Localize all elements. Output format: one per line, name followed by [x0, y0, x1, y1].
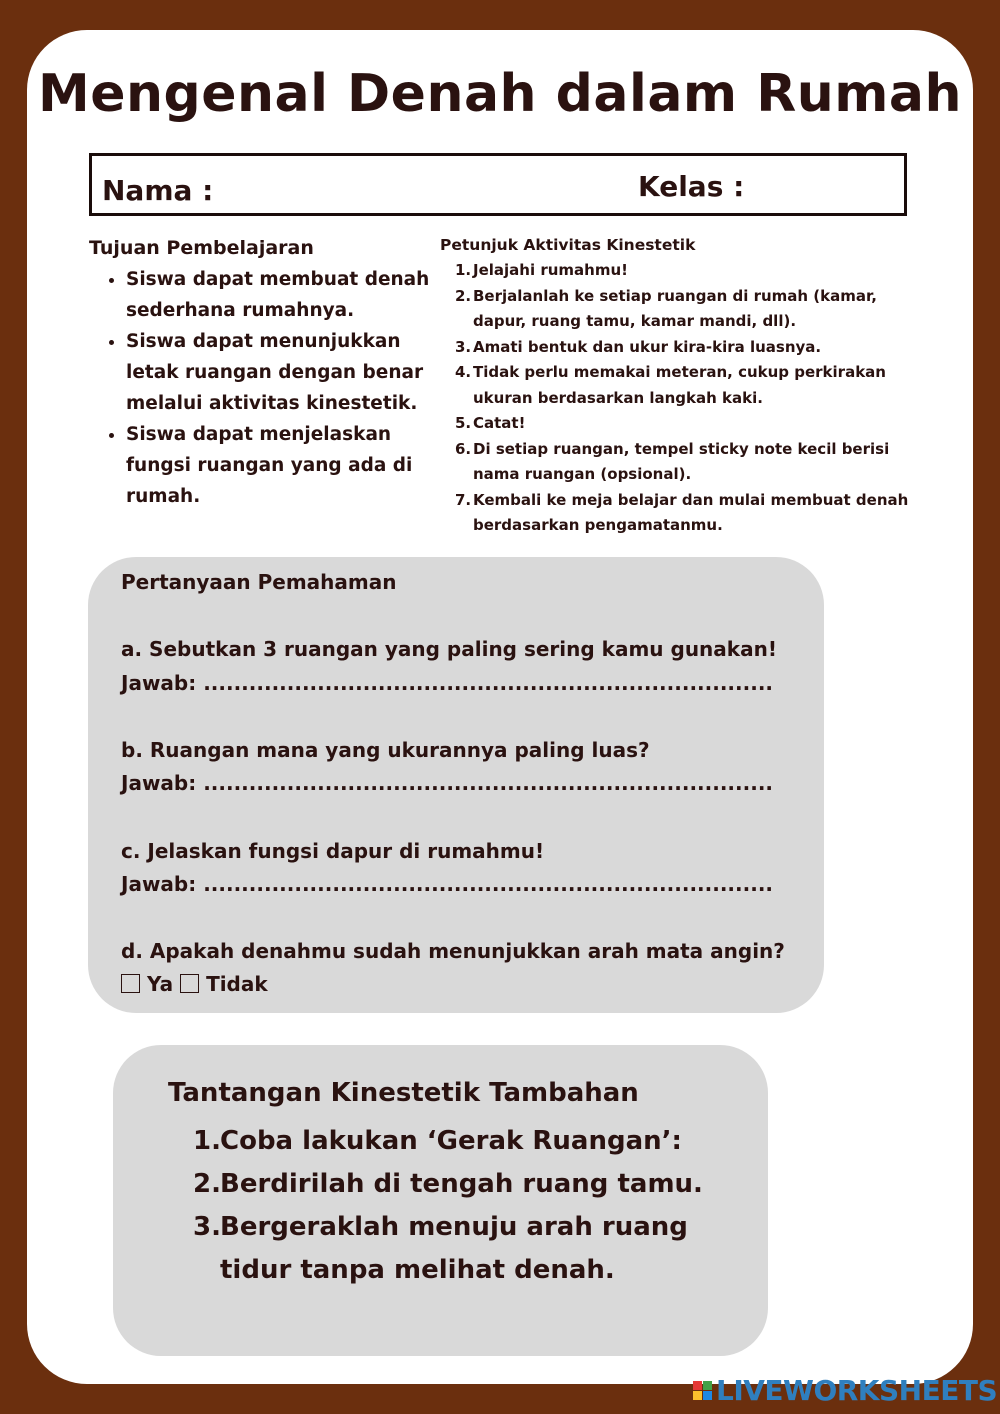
tidak-label: Tidak — [206, 972, 268, 996]
list-item — [455, 437, 913, 488]
list-item — [455, 360, 913, 411]
list-item — [455, 335, 913, 361]
list-item: • Siswa dapat menjelaskan fungsi ruangan yang ada di rumah. — [126, 419, 458, 512]
logo-square — [703, 1381, 712, 1390]
list-item — [455, 411, 913, 437]
challenge-heading: Tantangan Kinestetik Tambahan — [168, 1078, 639, 1108]
item-text: Coba lakukan ‘Gerak Ruangan’: — [220, 1126, 682, 1156]
liveworksheets-watermark — [693, 1374, 997, 1407]
item-number: 2. — [455, 286, 472, 305]
item-number: 6. — [455, 439, 472, 458]
item-text: Berdirilah di tengah ruang tamu. — [220, 1169, 703, 1199]
ya-checkbox[interactable] — [121, 974, 140, 993]
challenge-list — [193, 1120, 733, 1292]
page-title: Mengenal Denah dalam Rumah — [37, 64, 963, 124]
item-text: Berjalanlah ke setiap ruangan di rumah (kamar, dapur, ruang tamu, kamar mandi, dll). — [473, 286, 877, 330]
question-d: d. Apakah denahmu sudah menunjukkan arah mata angin? — [121, 939, 785, 963]
answer-a-field[interactable]: Jawab: ........................................................................... — [121, 671, 774, 695]
answer-b-field[interactable]: Jawab: ........................................................................... — [121, 771, 774, 795]
item-text: Jelajahi rumahmu! — [473, 261, 628, 279]
item-text: Kembali ke meja belajar dan mulai membuat denah berdasarkan pengamatanmu. — [473, 490, 909, 534]
item-number: 3. — [193, 1212, 221, 1242]
item-number: 1. — [193, 1126, 221, 1156]
logo-square — [693, 1391, 702, 1400]
item-number: 7. — [455, 490, 472, 509]
item-number: 5. — [455, 414, 472, 432]
list-item — [455, 258, 913, 284]
item-number: 2. — [193, 1169, 221, 1199]
item-number: 3. — [455, 337, 472, 356]
item-text: Bergeraklah menuju arah ruang tidur tanpa melihat denah. — [220, 1212, 688, 1285]
tujuan-heading: Tujuan Pembelajaran — [89, 237, 314, 259]
petunjuk-list — [455, 258, 913, 539]
nama-label: Nama : — [102, 174, 214, 207]
list-item: • Siswa dapat membuat denah sederhana rumahnya. — [126, 264, 458, 326]
identity-box — [89, 153, 907, 216]
list-item — [193, 1206, 733, 1292]
tujuan-list — [101, 264, 458, 512]
kelas-label: Kelas : — [638, 170, 745, 203]
petunjuk-heading: Petunjuk Aktivitas Kinestetik — [440, 236, 696, 254]
question-c: c. Jelaskan fungsi dapur di rumahmu! — [121, 839, 545, 863]
ya-label: Ya — [146, 972, 174, 996]
question-a: a. Sebutkan 3 ruangan yang paling sering kamu gunakan! — [121, 637, 777, 661]
list-item: • Siswa dapat menunjukkan letak ruangan dengan benar melalui aktivitas kinestetik. — [126, 326, 458, 419]
item-text: Amati bentuk dan ukur kira-kira luasnya. — [473, 337, 822, 356]
logo-square — [703, 1391, 712, 1400]
item-text: Di setiap ruangan, tempel sticky note kecil berisi nama ruangan (opsional). — [473, 439, 890, 483]
item-number: 1. — [455, 261, 472, 279]
watermark-text: LIVEWORKSHEETS — [716, 1374, 998, 1407]
list-item — [455, 488, 913, 539]
item-text: Tidak perlu memakai meteran, cukup perkirakan ukuran berdasarkan langkah kaki. — [473, 363, 886, 407]
tidak-checkbox[interactable] — [180, 974, 199, 993]
list-item — [455, 284, 913, 335]
answer-c-field[interactable]: Jawab: ........................................................................... — [121, 872, 774, 896]
logo-square — [693, 1381, 702, 1390]
list-item — [193, 1120, 733, 1163]
item-number: 4. — [455, 363, 472, 381]
list-item — [193, 1163, 733, 1206]
question-d-options — [121, 972, 268, 996]
question-b: b. Ruangan mana yang ukurannya paling luas? — [121, 738, 650, 762]
questions-heading: Pertanyaan Pemahaman — [121, 570, 397, 594]
liveworksheets-logo-icon — [693, 1381, 712, 1400]
item-text: Catat! — [473, 414, 526, 432]
